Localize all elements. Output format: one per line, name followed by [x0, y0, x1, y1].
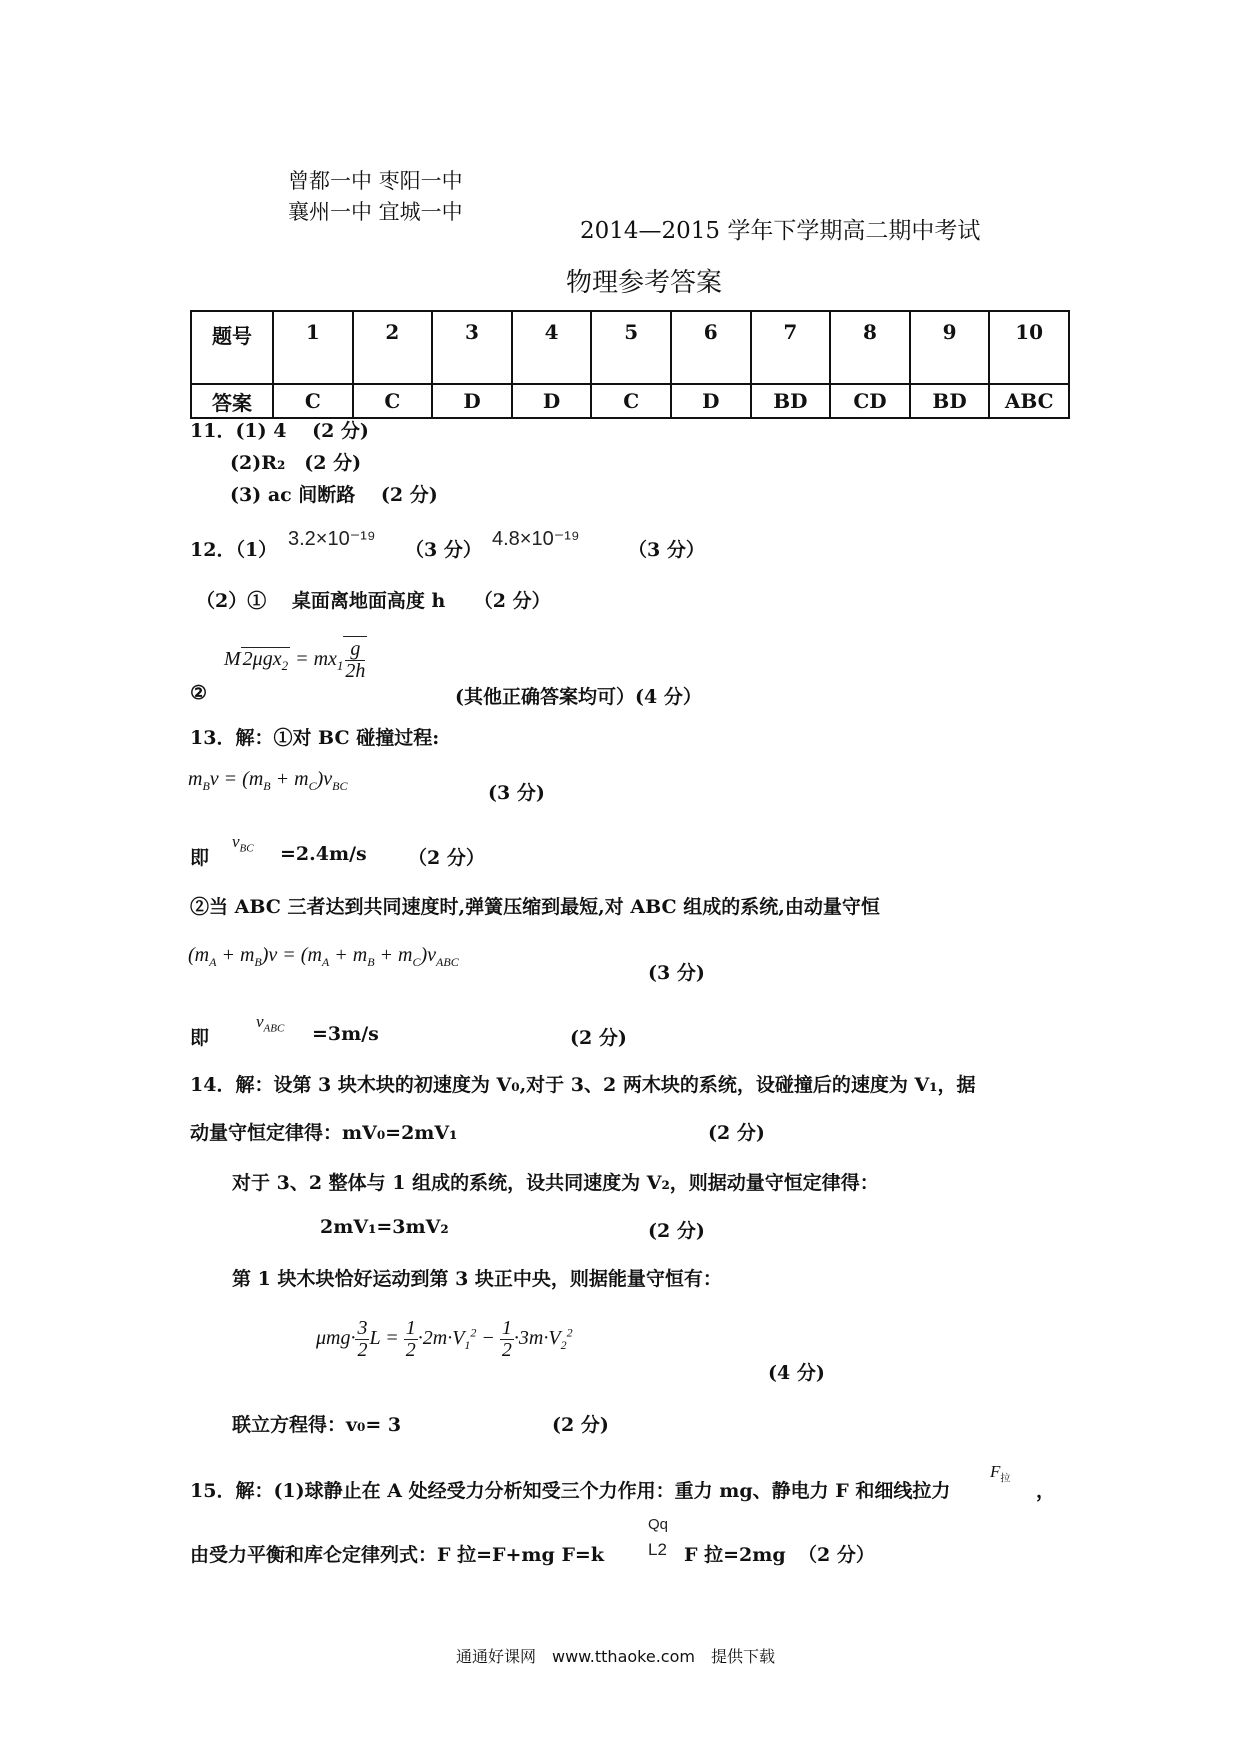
q15-line2-tension: F 拉=2mg — [684, 1544, 786, 1566]
answer-cell: BD — [751, 384, 831, 418]
q13-line2: ②当 ABC 三者达到共同速度时,弹簧压缩到最短,对 ABC 组成的系统,由动量守恒 — [190, 896, 880, 918]
q14-line2: 动量守恒定律得：mV₀=2mV₁ — [190, 1122, 458, 1144]
answer-row — [191, 384, 1069, 418]
q13-score2: （2 分） — [408, 847, 485, 869]
answer-cell: D — [512, 384, 592, 418]
q12-circle2: ② — [190, 682, 208, 704]
q14-line4: 2mV₁=3mV₂ — [320, 1216, 449, 1238]
q14-score3: (4 分) — [768, 1362, 825, 1384]
q14-line3: 对于 3、2 整体与 1 组成的系统，设共同速度为 V₂，则据动量守恒定律得： — [232, 1172, 879, 1194]
q11-part3: (3) ac 间断路 (2 分) — [230, 484, 438, 506]
question-number-row — [191, 311, 1069, 384]
q12-score2: （3 分） — [628, 539, 705, 561]
q13-score1: (3 分) — [488, 782, 545, 804]
q14-line5: 第 1 块木块恰好运动到第 3 块正中央，则据能量守恒有： — [232, 1268, 722, 1290]
q11-part2: (2)R₂ (2 分) — [230, 452, 362, 474]
q13-ji2: 即 — [190, 1027, 210, 1049]
answer-table — [190, 310, 1070, 419]
footer-credit: 通通好课网 www.tthaoke.com 提供下载 — [456, 1647, 775, 1666]
q15-comma: ， — [1036, 1480, 1056, 1502]
q12-formula: M $2\mu gx_2 = mx_1$ $\frac{g}{2h}$ — [224, 638, 366, 682]
question-number: 8 — [830, 311, 910, 384]
answer-cell: BD — [910, 384, 990, 418]
answer-cell: ABC — [989, 384, 1069, 418]
q15-l2: L2 — [648, 1540, 667, 1559]
question-number: 6 — [671, 311, 751, 384]
q13-ji1: 即 — [190, 847, 210, 869]
question-number: 2 — [353, 311, 433, 384]
answer-cell: C — [273, 384, 353, 418]
subject-title: 物理参考答案 — [566, 268, 723, 298]
q13-value2: =3m/s — [312, 1023, 379, 1045]
q12-prefix: 12．（1） — [190, 539, 278, 561]
q14-score2: (2 分) — [648, 1220, 705, 1242]
question-number: 9 — [910, 311, 990, 384]
q11-part1: 11．(1) 4 (2 分) — [190, 420, 369, 442]
q12-value2: 4.8×10⁻¹⁹ — [492, 528, 580, 550]
answer-cell: C — [353, 384, 433, 418]
q13-heading: 13．解：①对 BC 碰撞过程: — [190, 727, 440, 749]
q14-score1: (2 分) — [708, 1122, 765, 1144]
q12-value1: 3.2×10⁻¹⁹ — [288, 528, 376, 550]
exam-title: 2014—2015 学年下学期高二期中考试 — [580, 218, 981, 244]
q12-part2-line: （2）① 桌面离地面高度 h （2 分） — [196, 590, 551, 612]
q14-energy-equation: μmg· $\frac{3}{2}$ L = $\frac{1}{2}$ $\cdot 2m\cdot V_1^2$ − $\frac{1}{2}$ $\cdot 3m\cdot V_2^2$ — [316, 1317, 573, 1361]
answer-cell: D — [671, 384, 751, 418]
row-header-question: 题号 — [191, 311, 273, 384]
q13-equation1: $m_Bv = (m_B + m_C)v_{BC}$ — [188, 768, 348, 793]
answer-cell: C — [591, 384, 671, 418]
question-number: 10 — [989, 311, 1069, 384]
q13-equation2: $(m_A + m_B)v = (m_A + m_B + m_C)v_{ABC}$ — [188, 944, 459, 969]
q12-note: (其他正确答案均可）(4 分） — [455, 686, 702, 708]
q12-score1: （3 分） — [405, 539, 482, 561]
q14-score4: (2 分) — [552, 1414, 609, 1436]
answer-cell: D — [432, 384, 512, 418]
question-number: 4 — [512, 311, 592, 384]
q13-var-vabc: $v_{ABC}$ — [256, 1012, 285, 1035]
q15-line1: 15．解：(1)球静止在 A 处经受力分析知受三个力作用：重力 mg、静电力 F 和细线拉力 — [190, 1480, 951, 1502]
q14-line6: 联立方程得：v₀= 3 — [232, 1414, 402, 1436]
q15-qq: Qq — [648, 1516, 669, 1533]
answer-cell: CD — [830, 384, 910, 418]
q13-score4: (2 分) — [570, 1027, 627, 1049]
school-names-line1: 曾都一中 枣阳一中 — [288, 169, 463, 193]
q13-score3: (3 分) — [648, 962, 705, 984]
q13-var-vbc: $v_{BC}$ — [232, 832, 254, 855]
q15-tension-symbol: $F_拉$ — [990, 1462, 1011, 1485]
q15-score1: （2 分） — [798, 1544, 875, 1566]
row-header-answer: 答案 — [191, 384, 273, 418]
q13-value1: =2.4m/s — [280, 843, 367, 865]
question-number: 1 — [273, 311, 353, 384]
question-number: 7 — [751, 311, 831, 384]
q15-line2: 由受力平衡和库仑定律列式：F 拉=F+mg F=k — [190, 1544, 605, 1566]
q14-line1: 14．解：设第 3 块木块的初速度为 V₀,对于 3、2 两木块的系统，设碰撞后的速度为 V₁，据 — [190, 1074, 976, 1096]
school-names-line2: 襄州一中 宜城一中 — [288, 200, 463, 224]
question-number: 3 — [432, 311, 512, 384]
question-number: 5 — [591, 311, 671, 384]
